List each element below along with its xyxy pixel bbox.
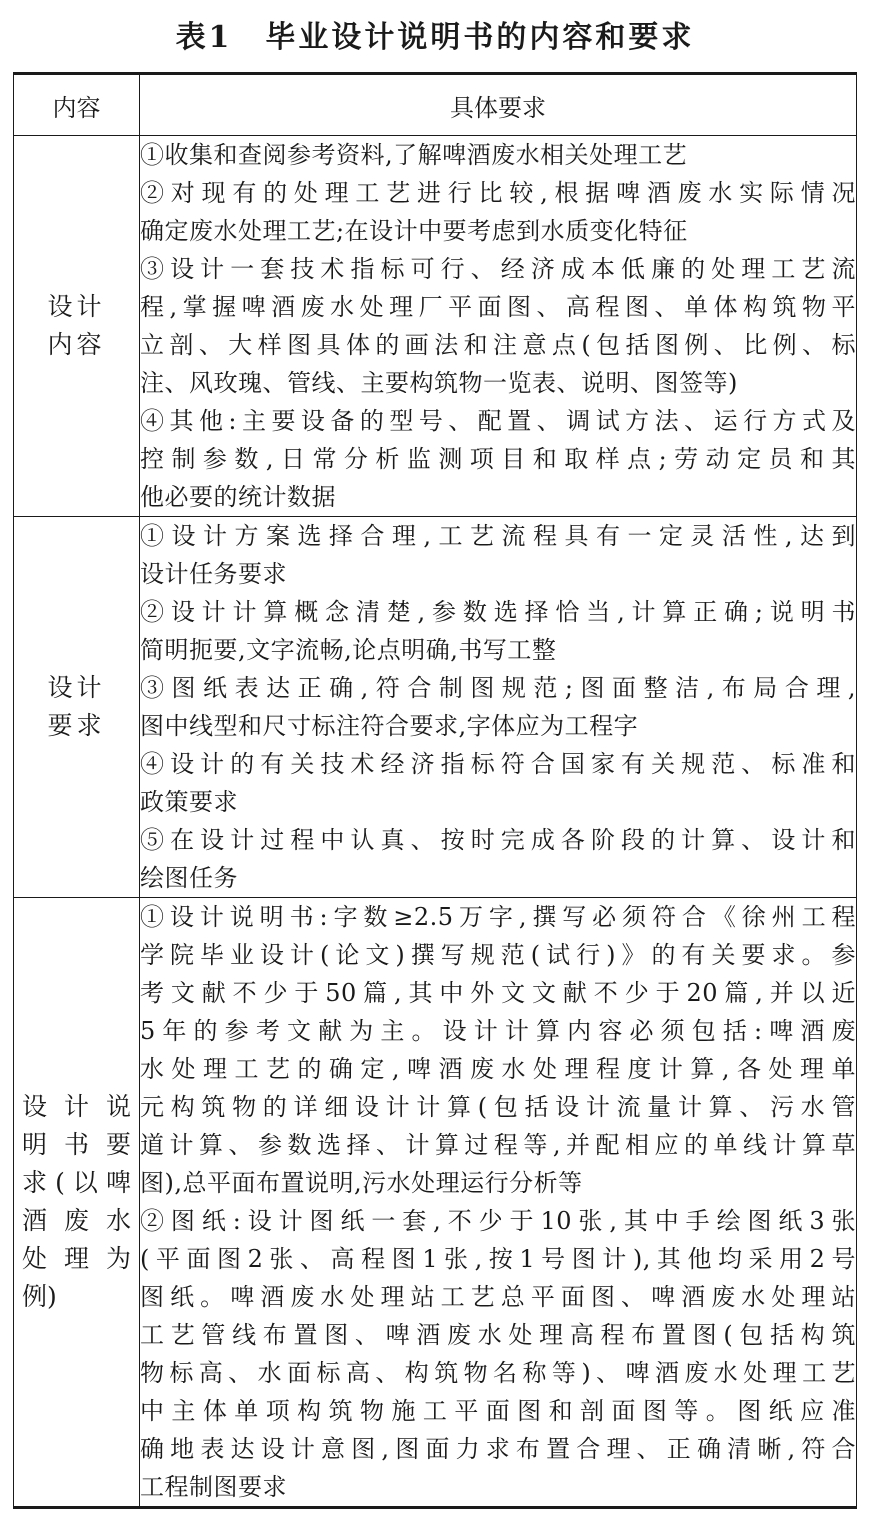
header-content: 内容 (14, 74, 140, 136)
category-label-line: 内容 (47, 330, 106, 359)
requirement-line: 立剖、大样图具体的画法和注意点(包括图例、比例、标 (140, 331, 856, 359)
requirement-line: ④设计的有关技术经济指标符合国家有关规范、标准和 (140, 750, 856, 778)
requirement-line: ⑤在设计过程中认真、按时完成各阶段的计算、设计和 (140, 826, 856, 854)
requirement-line: ②对现有的处理工艺进行比较,根据啤酒废水实际情况 (140, 179, 856, 207)
requirement-line: 5年的参考文献为主。设计计算内容必须包括:啤酒废 (140, 1017, 856, 1045)
category-label-line: 要求 (47, 711, 106, 740)
requirement-line: 道计算、参数选择、计算过程等,并配相应的单线计算草 (140, 1131, 856, 1159)
table-title: 表1 毕业设计说明书的内容和要求 (175, 20, 695, 55)
requirement-line: 他必要的统计数据 (140, 483, 336, 511)
requirement-line: 简明扼要,文字流畅,论点明确,书写工整 (140, 636, 557, 664)
requirement-line: 确地表达设计意图,图面力求布置合理、正确清晰,符合 (140, 1435, 856, 1463)
category-label-line: 例) (22, 1282, 57, 1311)
requirement-line: 图纸。啤酒废水处理站工艺总平面图、啤酒废水处理站 (140, 1283, 856, 1311)
table-header-row (14, 74, 857, 136)
requirement-line: 政策要求 (140, 788, 238, 816)
category-label-line: 设计 (47, 292, 106, 321)
requirement-line: ③设计一套技术指标可行、经济成本低廉的处理工艺流 (140, 255, 856, 283)
category-label-line: 酒废水 (22, 1206, 131, 1235)
requirement-line: 中主体单项构筑物施工平面图和剖面图等。图纸应准 (140, 1397, 856, 1425)
category-label-line: 明书要 (22, 1130, 131, 1159)
requirement-line: 工艺管线布置图、啤酒废水处理高程布置图(包括构筑 (140, 1321, 856, 1349)
category-label-line: 处理为 (22, 1244, 131, 1273)
category-cell (14, 517, 140, 898)
requirement-line: 水处理工艺的确定,啤酒废水处理程度计算,各处理单 (140, 1055, 856, 1083)
requirement-line: 绘图任务 (140, 864, 238, 892)
requirement-line: 考文献不少于50篇,其中外文文献不少于20篇,并以近 (140, 979, 856, 1007)
requirement-line: 注、风玫瑰、管线、主要构筑物一览表、说明、图签等) (140, 369, 738, 397)
category-label-line: 设计说 (22, 1092, 131, 1121)
requirement-line: 设计任务要求 (140, 560, 287, 588)
table-row (14, 136, 857, 517)
requirement-line: 学院毕业设计(论文)撰写规范(试行)》的有关要求。参 (140, 941, 856, 969)
requirements-cell (140, 136, 857, 517)
requirement-line: ③图纸表达正确,符合制图规范;图面整洁,布局合理, (140, 674, 856, 702)
requirements-cell (140, 898, 857, 1508)
requirement-line: 程,掌握啤酒废水处理厂平面图、高程图、单体构筑物平 (140, 293, 856, 321)
requirement-line: ①设计说明书:字数≥2.5万字,撰写必须符合《徐州工程 (140, 903, 856, 931)
table-row (14, 517, 857, 898)
requirement-line: 元构筑物的详细设计计算(包括设计流量计算、污水管 (140, 1093, 856, 1121)
requirement-line: (平面图2张、高程图1张,按1号图计),其他均采用2号 (140, 1245, 856, 1273)
requirement-line: 控制参数,日常分析监测项目和取样点;劳动定员和其 (140, 445, 856, 473)
requirement-line: ④其他:主要设备的型号、配置、调试方法、运行方式及 (140, 407, 856, 435)
category-label-line: 设计 (47, 673, 106, 702)
requirements-table (13, 72, 857, 1509)
table-row (14, 898, 857, 1508)
requirement-line: 物标高、水面标高、构筑物名称等)、啤酒废水处理工艺 (140, 1359, 856, 1387)
category-cell (14, 898, 140, 1508)
requirement-line: 确定废水处理工艺;在设计中要考虑到水质变化特征 (140, 217, 688, 245)
requirement-line: 图中线型和尺寸标注符合要求,字体应为工程字 (140, 712, 639, 740)
requirement-line: 图),总平面布置说明,污水处理运行分析等 (140, 1169, 583, 1197)
requirement-line: ①设计方案选择合理,工艺流程具有一定灵活性,达到 (140, 522, 856, 550)
category-cell (14, 136, 140, 517)
header-requirements: 具体要求 (140, 74, 857, 136)
requirement-line: ①收集和查阅参考资料,了解啤酒废水相关处理工艺 (140, 141, 688, 169)
requirement-line: ②图纸:设计图纸一套,不少于10张,其中手绘图纸3张 (140, 1207, 856, 1235)
requirements-cell (140, 517, 857, 898)
requirement-line: ②设计计算概念清楚,参数选择恰当,计算正确;说明书 (140, 598, 856, 626)
requirement-line: 工程制图要求 (140, 1473, 287, 1501)
category-label-line: 求(以啤 (22, 1168, 131, 1197)
